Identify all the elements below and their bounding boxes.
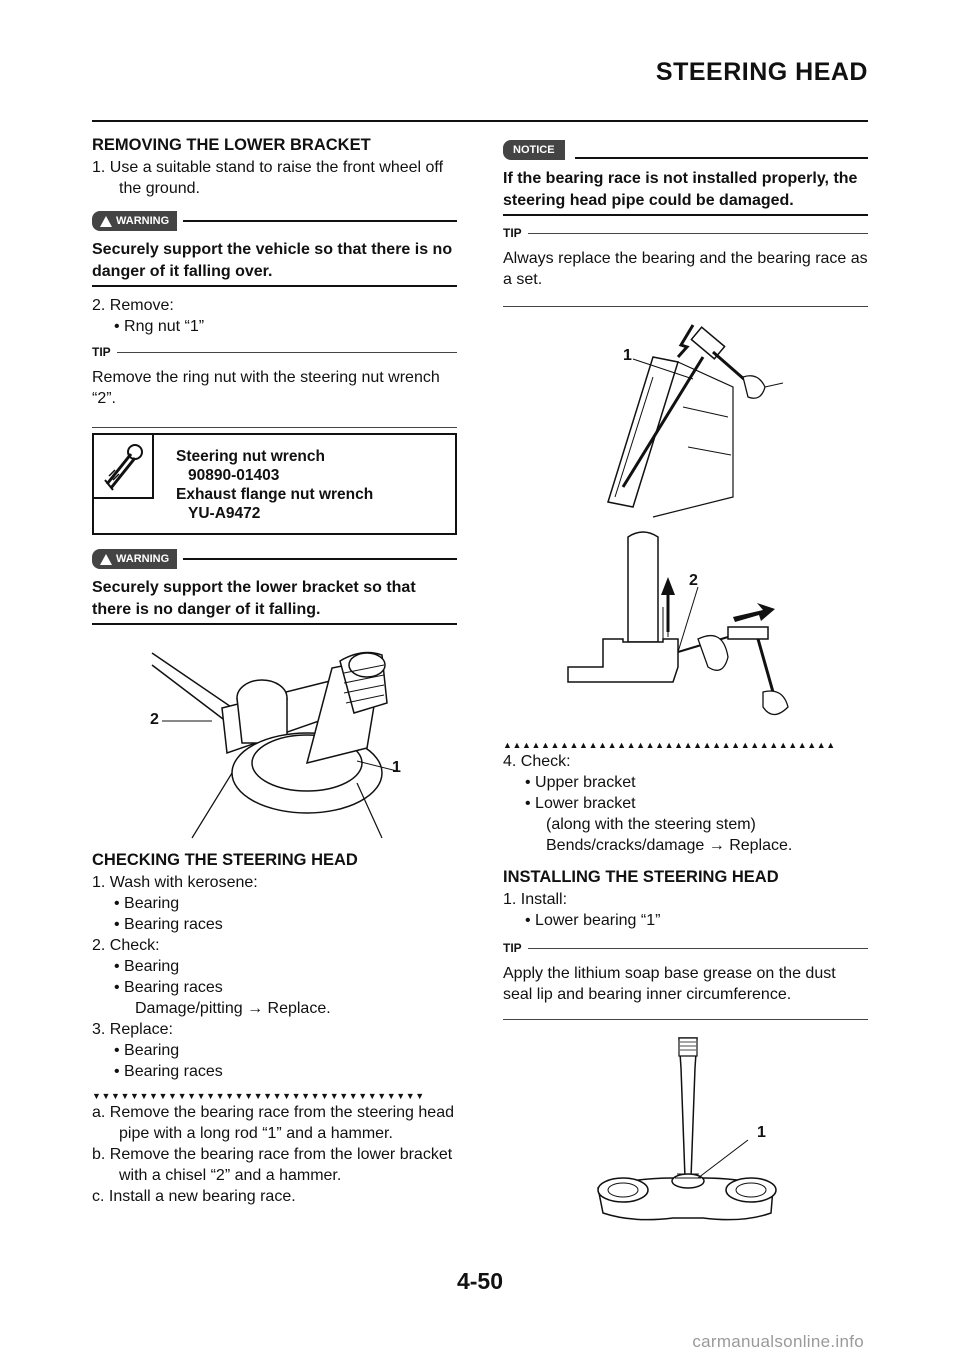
special-tool-box xyxy=(92,433,457,535)
check-step-2-item-b: • Bearing races xyxy=(114,979,223,996)
figure-ring-nut-wrench xyxy=(92,633,457,843)
warning-text-1: Securely support the vehicle so that there is no danger of it falling over. xyxy=(92,241,453,280)
check-step-4-result: Bends/cracks/damage → Replace. xyxy=(546,837,793,854)
callout-1: 1 xyxy=(757,1124,766,1141)
check-step-1-item-b: • Bearing races xyxy=(114,916,223,933)
check-step-3-item-a: • Bearing xyxy=(114,1042,180,1059)
warning-header-1 xyxy=(92,211,457,231)
warning-end-rule xyxy=(92,285,457,287)
callout-1: 1 xyxy=(392,759,401,776)
section-heading-removing: REMOVING THE LOWER BRACKET xyxy=(92,136,371,154)
tool-name-1: Steering nut wrench xyxy=(176,448,325,465)
tip-text-1: Remove the ring nut with the steering nut wrench “2”. xyxy=(92,369,440,407)
procedure-start-markers: ▼▼▼▼▼▼▼▼▼▼▼▼▼▼▼▼▼▼▼▼▼▼▼▼▼▼▼▼▼▼▼▼▼▼▼ xyxy=(92,1091,425,1101)
tip-label: TIP xyxy=(503,226,522,240)
tip-label: TIP xyxy=(92,345,111,359)
warning-header-2 xyxy=(92,549,457,569)
notice-badge: NOTICE xyxy=(503,140,565,160)
figure-chisel-hammer xyxy=(503,527,868,737)
check-step-2-item-a: • Bearing xyxy=(114,958,180,975)
warning-triangle-icon xyxy=(100,554,112,565)
step-2-item: • Rng nut “1” xyxy=(114,318,205,335)
step-2: 2. Remove: xyxy=(92,297,174,314)
watermark-site: carmanualsonline.info xyxy=(692,1332,864,1351)
check-step-4-item-b: • Lower bracket xyxy=(525,795,636,812)
warning-rule xyxy=(183,220,457,222)
install-step-1-item: • Lower bearing “1” xyxy=(525,912,661,929)
warning-rule xyxy=(183,558,457,560)
header-rule xyxy=(92,120,868,122)
warning-triangle-icon xyxy=(100,216,112,227)
tip-text-2: Always replace the bearing and the bearing race as a set. xyxy=(503,250,868,288)
tool-number-2: YU-A9472 xyxy=(188,505,261,522)
check-step-3: 3. Replace: xyxy=(92,1021,173,1038)
tip-label: TIP xyxy=(503,941,522,955)
tip-rule xyxy=(528,233,868,234)
procedure-end-markers: ▲▲▲▲▲▲▲▲▲▲▲▲▲▲▲▲▲▲▲▲▲▲▲▲▲▲▲▲▲▲▲▲▲▲▲ xyxy=(503,740,836,750)
tip-end-rule xyxy=(92,427,457,428)
left-column xyxy=(92,136,457,1207)
tip-header-1 xyxy=(92,345,457,359)
warning-badge xyxy=(92,549,177,569)
procedure-step-a: a. Remove the bearing race from the steering head pipe with a long rod “1” and a hammer. xyxy=(92,1104,454,1142)
step-1: 1. Use a suitable stand to raise the front wheel off the ground. xyxy=(92,159,444,197)
check-step-4-item-a: • Upper bracket xyxy=(525,774,636,791)
check-step-4-note: (along with the steering stem) xyxy=(546,816,756,833)
notice-text: If the bearing race is not installed properly, the steering head pipe could be damaged. xyxy=(503,170,858,209)
tip-end-rule xyxy=(503,1019,868,1020)
figure-long-rod-hammer xyxy=(503,317,868,527)
tool-list xyxy=(154,435,373,533)
tip-end-rule xyxy=(503,306,868,307)
warning-end-rule xyxy=(92,623,457,625)
warning-badge xyxy=(92,211,177,231)
page-title: STEERING HEAD xyxy=(655,58,868,86)
install-step-1: 1. Install: xyxy=(503,891,568,908)
check-step-3-item-b: • Bearing races xyxy=(114,1063,223,1080)
procedure-step-c: c. Install a new bearing race. xyxy=(92,1188,296,1205)
wrench-tool-icon xyxy=(94,435,154,499)
check-step-1-item-a: • Bearing xyxy=(114,895,180,912)
tip-text-3: Apply the lithium soap base grease on the dust seal lip and bearing inner circumference. xyxy=(503,965,836,1003)
tool-name-2: Exhaust flange nut wrench xyxy=(176,486,374,503)
callout-1: 1 xyxy=(623,347,632,364)
notice-end-rule xyxy=(503,214,868,216)
tip-header-2 xyxy=(503,226,868,240)
warning-text-2: Securely support the lower bracket so that there is no danger of it falling. xyxy=(92,579,416,618)
check-step-2-result: Damage/pitting → Replace. xyxy=(135,1000,331,1017)
check-step-2: 2. Check: xyxy=(92,937,160,954)
page-number: 4-50 xyxy=(456,1268,504,1294)
check-step-4: 4. Check: xyxy=(503,753,571,770)
figure-lower-bracket-bearing xyxy=(503,1028,868,1228)
check-step-1: 1. Wash with kerosene: xyxy=(92,874,258,891)
tip-header-3 xyxy=(503,941,868,955)
callout-2: 2 xyxy=(689,572,698,589)
notice-rule xyxy=(575,157,868,159)
procedure-step-b: b. Remove the bearing race from the lower bracket with a chisel “2” and a hammer. xyxy=(92,1146,453,1184)
section-heading-installing: INSTALLING THE STEERING HEAD xyxy=(503,868,779,886)
tool-number-1: 90890-01403 xyxy=(188,467,280,484)
right-column xyxy=(503,136,868,1228)
tip-rule xyxy=(528,948,868,949)
notice-header xyxy=(503,140,868,160)
warning-label: WARNING xyxy=(116,215,170,227)
callout-2: 2 xyxy=(150,711,159,728)
section-heading-checking: CHECKING THE STEERING HEAD xyxy=(92,851,358,869)
tip-rule xyxy=(117,352,457,353)
warning-label: WARNING xyxy=(116,553,170,565)
